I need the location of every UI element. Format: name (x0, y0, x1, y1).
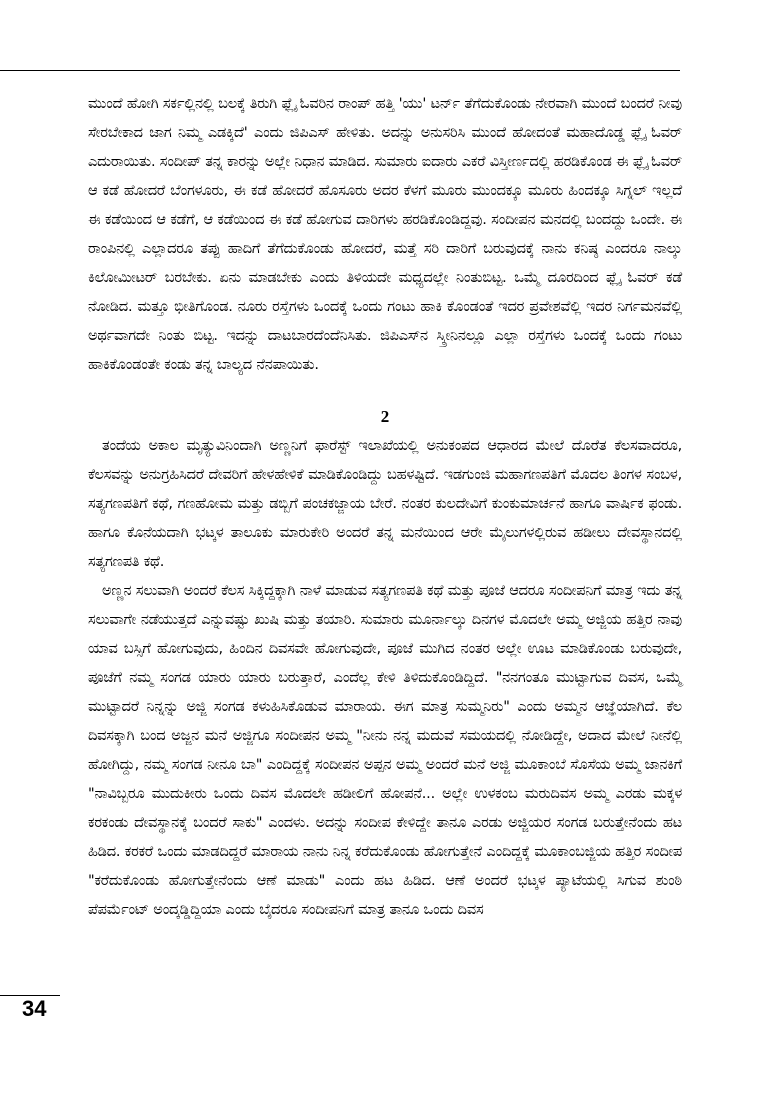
header-rule (0, 70, 680, 71)
paragraph-satyaganapati-puja: ಅಣ್ಣನ ಸಲುವಾಗಿ ಅಂದರೆ ಕೆಲಸ ಸಿಕ್ಕಿದ್ದಕ್ಕಾಗಿ ನಾಳೆ ಮಾಡುವ ಸತ್ಯಗಣಪತಿ ಕಥೆ ಮತ್ತು ಪೂಜೆ ಆದರೂ ಸಂದೀಪನಿಗೆ ಮಾತ್ರ ಇದು ತನ್ನ ಸಲುವಾಗೇ ನಡೆಯುತ್ತದೆ ಎನ್ನುವಷ್ಟು ಖುಷಿ ಮತ್ತು ತಯಾರಿ. ಸುಮಾರು ಮೂರ್ನಾಲ್ಕು ದಿನಗಳ ಮೊದಲೇ ಅಮ್ಮ ಅಜ್ಜಿಯ ಹತ್ತಿರ ನಾವು ಯಾವ ಬಸ್ಸಿಗೆ ಹೋಗುವುದು, ಹಿಂದಿನ ದಿವಸವೇ ಹೋಗುವುದೇ, ಪೂಜೆ ಮುಗಿದ ನಂತರ ಅಲ್ಲೇ ಊಟ ಮಾಡಿಕೊಂಡು ಬರುವುದೇ, ಪೂಜೆಗೆ ನಮ್ಮ ಸಂಗಡ ಯಾರು ಯಾರು ಬರುತ್ತಾರೆ, ಎಂದೆಲ್ಲ ಕೇಳಿ ತಿಳಿದುಕೊಂಡಿದ್ದಿದೆ. "ನನಗಂತೂ ಮುಟ್ಟಾಗುವ ದಿವಸ, ಒಮ್ಮೆ ಮುಟ್ಟಾದರೆ ನಿನ್ನನ್ನು ಅಜ್ಜಿ ಸಂಗಡ ಕಳುಹಿಸಿಕೊಡುವ ಮಾರಾಯ. ಈಗ ಮಾತ್ರ ಸುಮ್ಮನಿರು" ಎಂದು ಅಮ್ಮನ ಆಜ್ಞೆಯಾಗಿದೆ. ಕೆಲ ದಿವಸಕ್ಕಾಗಿ ಬಂದ ಅಜ್ಜನ ಮನೆ ಅಜ್ಜಿಗೂ ಸಂದೀಪನ ಅಮ್ಮ "ನೀನು ನನ್ನ ಮದುವೆ ಸಮಯದಲ್ಲಿ ನೋಡಿದ್ದೇ, ಅದಾದ ಮೇಲೆ ನೀನೆಲ್ಲಿ ಹೋಗಿದ್ದು, ನಮ್ಮ ಸಂಗಡ ನೀನೂ ಬಾ" ಎಂದಿದ್ದಕ್ಕೆ ಸಂದೀಪನ ಅಪ್ಪನ ಅಮ್ಮ ಅಂದರೆ ಮನೆ ಅಜ್ಜಿ ಮೂಕಾಂಬೆ ಸೊಸೆಯ ಅಮ್ಮ ಜಾನಕಿಗೆ "ನಾವಿಬ್ಬರೂ ಮುದುಕೀರು ಒಂದು ದಿವಸ ಮೊದಲೇ ಹಡೀಲಿಗೆ ಹೋಪನೆ... ಅಲ್ಲೇ ಉಳಕಂಬ ಮರುದಿವಸ ಅಮ್ಮ ಎರಡು ಮಕ್ಕಳ ಕರಕಂಡು ದೇವಸ್ಥಾನಕ್ಕೆ ಬಂದರೆ ಸಾಕು" ಎಂದಳು. ಅದನ್ನು ಸಂದೀಪ ಕೇಳಿದ್ದೇ ತಾನೂ ಎರಡು ಅಜ್ಜಿಯರ ಸಂಗಡ ಬರುತ್ತೇನೆಂದು ಹಟ ಹಿಡಿದ. ಕರಕರೆ ಒಂದು ಮಾಡದಿದ್ದರೆ ಮಾರಾಯ ನಾನು ನಿನ್ನ ಕರೆದುಕೊಂಡು ಹೋಗುತ್ತೇನೆ ಎಂದಿದ್ದಕ್ಕೆ ಮೂಕಾಂಬಜ್ಜಿಯ ಹತ್ತಿರ ಸಂದೀಪ "ಕರೆದುಕೊಂಡು ಹೋಗುತ್ತೇನೆಂದು ಆಣೆ ಮಾಡು" ಎಂದು ಹಟ ಹಿಡಿದ. ಆಣೆ ಅಂದರೆ ಭಟ್ಕಳ ಪ್ಯಾಟೆಯಲ್ಲಿ ಸಿಗುವ ಶುಂಠಿ ಪೆಪರ್ಮೆಂಟ್ ಅಂದ್ಕಡ್ಡಿದ್ದಿಯಾ ಎಂದು ಬೈದರೂ ಸಂದೀಪನಿಗೆ ಮಾತ್ರ ತಾನೂ ಒಂದು ದಿವಸ (88, 583, 682, 918)
paragraph-father-death: ತಂದೆಯ ಅಕಾಲ ಮೃತ್ಯುವಿನಿಂದಾಗಿ ಅಣ್ಣನಿಗೆ ಫಾರೆಸ್ಟ್ ಇಲಾಖೆಯಲ್ಲಿ ಅನುಕಂಪದ ಆಧಾರದ ಮೇಲೆ ದೊರೆತ ಕೆಲಸವಾದರೂ, ಕೆಲಸವನ್ನು ಅನುಗ್ರಹಿಸಿದರೆ ದೇವರಿಗೆ ಹೇಳಹೇಳಿಕೆ ಮಾಡಿಕೊಂಡಿದ್ದು ಬಹಳಷ್ಟಿದೆ. ಇಡಗುಂಜಿ ಮಹಾಗಣಪತಿಗೆ ಮೊದಲ ತಿಂಗಳ ಸಂಬಳ, ಸತ್ಯಗಣಪತಿಗೆ ಕಥೆ, ಗಣಹೋಮ ಮತ್ತು ಡಬ್ಬಿಗೆ ಪಂಚಕಜ್ಜಾಯ ಬೇರೆ. ನಂತರ ಕುಲದೇವಿಗೆ ಕುಂಕುಮಾರ್ಚನೆ ಹಾಗೂ ವಾರ್ಷಿಕ ಫಂಡು. ಹಾಗೂ ಕೊನೆಯದಾಗಿ ಭಟ್ಕಳ ತಾಲೂಕು ಮಾರುಕೇರಿ ಅಂದರೆ ತನ್ನ ಮನೆಯಿಂದ ಆರೇ ಮೈಲುಗಳಲ್ಲಿರುವ ಹಡೀಲು ದೇವಸ್ಥಾನದಲ್ಲಿ ಸತ್ಯಗಣಪತಿ ಕಥೆ. (88, 438, 682, 570)
page-body (88, 90, 682, 925)
paragraph-gps-flyover: ಮುಂದೆ ಹೋಗಿ ಸರ್ಕಲ್ಲಿನಲ್ಲಿ ಬಲಕ್ಕೆ ತಿರುಗಿ ಫ್ಲೈ ಓವರಿನ ರಾಂಪ್ ಹತ್ತಿ 'ಯು' ಟರ್ನ್ ತೆಗೆದುಕೊಂಡು ನೇರವಾಗಿ ಮುಂದೆ ಬಂದರೆ ನೀವು ಸೇರಬೇಕಾದ ಜಾಗ ನಿಮ್ಮ ಎಡಕ್ಕಿದೆ' ಎಂದು ಜಿಪಿಎಸ್ ಹೇಳಿತು. ಅದನ್ನು ಅನುಸರಿಸಿ ಮುಂದೆ ಹೋದಂತೆ ಮಹಾದೊಡ್ಡ ಫ್ಲೈ ಓವರ್ ಎದುರಾಯಿತು. ಸಂದೀಪ್ ತನ್ನ ಕಾರನ್ನು ಅಲ್ಲೇ ನಿಧಾನ ಮಾಡಿದ. ಸುಮಾರು ಐದಾರು ಎಕರೆ ವಿಸ್ತೀರ್ಣದಲ್ಲಿ ಹರಡಿಕೊಂಡ ಈ ಫ್ಲೈ ಓವರ್ ಆ ಕಡೆ ಹೋದರೆ ಬೆಂಗಳೂರು, ಈ ಕಡೆ ಹೋದರೆ ಹೊಸೂರು ಅದರ ಕೆಳಗೆ ಮೂರು ಮುಂದಕ್ಕೂ ಮೂರು ಹಿಂದಕ್ಕೂ ಸಿಗ್ನಲ್ ಇಲ್ಲದೆ ಈ ಕಡೆಯಿಂದ ಆ ಕಡೆಗೆ, ಆ ಕಡೆಯಿಂದ ಈ ಕಡೆ ಹೋಗುವ ದಾರಿಗಳು ಹರಡಿಕೊಂಡಿದ್ದವು. ಸಂದೀಪನ ಮನದಲ್ಲಿ ಬಂದದ್ದು ಒಂದೇ. ಈ ರಾಂಪಿನಲ್ಲಿ ಎಲ್ಲಾದರೂ ತಪ್ಪು ಹಾದಿಗೆ ತೆಗೆದುಕೊಂಡು ಹೋದರೆ, ಮತ್ತೆ ಸರಿ ದಾರಿಗೆ ಬರುವುದಕ್ಕೆ ನಾನು ಕನಿಷ್ಠ ಎಂದರೂ ನಾಲ್ಕು ಕಿಲೋಮೀಟರ್ ಬರಬೇಕು. ಏನು ಮಾಡಬೇಕು ಎಂದು ತಿಳಿಯದೇ ಮಧ್ಯದಲ್ಲೇ ನಿಂತುಬಿಟ್ಟ. ಒಮ್ಮೆ ದೂರದಿಂದ ಫ್ಲೈ ಓವರ್ ಕಡೆ ನೋಡಿದ. ಮತ್ತೂ ಭೀತಿಗೊಂಡ. ನೂರು ರಸ್ತೆಗಳು ಒಂದಕ್ಕೆ ಒಂದು ಗಂಟು ಹಾಕಿ ಕೊಂಡಂತೆ ಇದರ ಪ್ರವೇಶವೆಲ್ಲಿ ಇದರ ನಿರ್ಗಮನವೆಲ್ಲಿ ಅರ್ಥವಾಗದೇ ನಿಂತು ಬಿಟ್ಟ. ಇದನ್ನು ದಾಟಬಾರದೆಂದೆನಿಸಿತು. ಜಿಪಿಎಸ್‌ನ ಸ್ಕ್ರೀನಿನಲ್ಲೂ ಎಲ್ಲಾ ರಸ್ತೆಗಳು ಒಂದಕ್ಕೆ ಒಂದು ಗಂಟು ಹಾಕಿಕೊಂಡಂತೇ ಕಂಡು ತನ್ನ ಬಾಲ್ಯದ ನೆನಪಾಯಿತು. (88, 96, 682, 373)
page-number: 34 (22, 996, 47, 1021)
section-number: 2 (380, 407, 390, 426)
